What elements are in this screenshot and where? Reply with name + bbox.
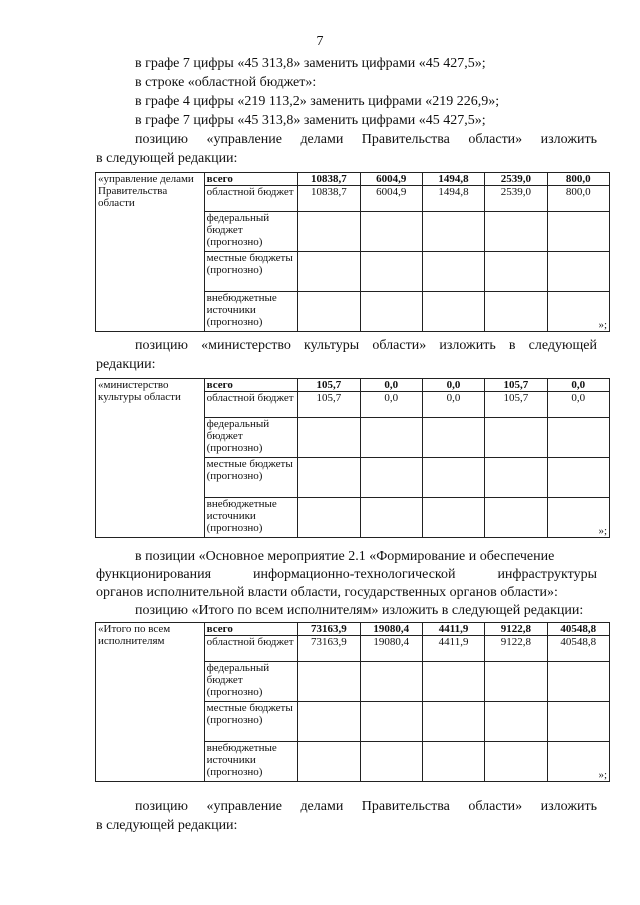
value-cell: 0,0: [422, 379, 484, 392]
value-cell: 40548,8: [547, 623, 609, 636]
page-number: 7: [316, 34, 324, 49]
row-label: внебюджетные источники (прогнозно): [204, 292, 298, 332]
value-cell: 105,7: [298, 392, 360, 418]
row-label: областной бюджет: [204, 636, 298, 662]
text-line: в графе 4 цифры «219 113,2» заменить цифрами «219 226,9»;: [135, 94, 500, 109]
text-line: редакции:: [96, 357, 156, 372]
value-cell: 73163,9: [298, 623, 360, 636]
row-label: внебюджетные источники (прогнозно): [204, 498, 298, 538]
executor-cell: «министерство культуры области: [96, 379, 205, 538]
row-label: областной бюджет: [204, 186, 298, 212]
row-label: всего: [204, 379, 298, 392]
text-line: в следующей редакции:: [96, 818, 238, 833]
row-label: областной бюджет: [204, 392, 298, 418]
value-cell: 1494,8: [422, 173, 484, 186]
text-line: органов исполнительной власти области, государственных органов области»:: [96, 585, 558, 600]
row-label: всего: [204, 173, 298, 186]
executor-cell: «управление делами Правительства области: [96, 173, 205, 332]
row-label: федеральный бюджет (прогнозно): [204, 662, 298, 702]
value-cell: 105,7: [485, 379, 547, 392]
value-cell: 2539,0: [485, 186, 547, 212]
budget-table-1: [95, 172, 610, 332]
row-label: федеральный бюджет (прогнозно): [204, 212, 298, 252]
text-line: в графе 7 цифры «45 313,8» заменить цифрами «45 427,5»;: [135, 113, 486, 128]
row-label: местные бюджеты (прогнозно): [204, 702, 298, 742]
budget-table-2: [95, 378, 610, 538]
value-cell: 1494,8: [422, 186, 484, 212]
text-line: в графе 7 цифры «45 313,8» заменить цифрами «45 427,5»;: [135, 56, 486, 71]
text-line: позицию «Итого по всем исполнителям» изложить в следующей редакции:: [135, 603, 584, 618]
value-cell: 40548,8: [547, 636, 609, 662]
row-label: всего: [204, 623, 298, 636]
text-line: в строке «областной бюджет»:: [135, 75, 317, 90]
value-cell: 0,0: [422, 392, 484, 418]
value-cell: 105,7: [485, 392, 547, 418]
text-line: позицию «управление делами Правительства области» изложить: [135, 799, 597, 814]
value-cell: 6004,9: [360, 173, 422, 186]
value-cell: 0,0: [360, 379, 422, 392]
text-line: функционирования информационно-технологической инфраструктуры: [96, 567, 597, 582]
value-cell: 105,7: [298, 379, 360, 392]
value-cell: 73163,9: [298, 636, 360, 662]
value-cell: 4411,9: [422, 623, 484, 636]
row-label: федеральный бюджет (прогнозно): [204, 418, 298, 458]
text-line: позицию «министерство культуры области» изложить в следующей: [135, 338, 597, 353]
row-label: местные бюджеты (прогнозно): [204, 458, 298, 498]
value-cell: 19080,4: [360, 636, 422, 662]
value-cell: 2539,0: [485, 173, 547, 186]
value-cell: 0,0: [547, 379, 609, 392]
executor-cell: «Итого по всем исполнителям: [96, 623, 205, 782]
text-line: в следующей редакции:: [96, 151, 238, 166]
budget-table-3: [95, 622, 610, 782]
value-cell: 0,0: [547, 392, 609, 418]
value-cell: 800,0: [547, 173, 609, 186]
value-cell: 6004,9: [360, 186, 422, 212]
closing-quote: »;: [547, 742, 609, 782]
value-cell: 10838,7: [298, 186, 360, 212]
value-cell: 0,0: [360, 392, 422, 418]
closing-quote: »;: [547, 498, 609, 538]
text-line: позицию «управление делами Правительства области» изложить: [135, 132, 597, 147]
value-cell: 9122,8: [485, 636, 547, 662]
value-cell: 10838,7: [298, 173, 360, 186]
row-label: внебюджетные источники (прогнозно): [204, 742, 298, 782]
closing-quote: »;: [547, 292, 609, 332]
text-line: в позиции «Основное мероприятие 2.1 «Формирование и обеспечение: [135, 549, 555, 564]
value-cell: 19080,4: [360, 623, 422, 636]
value-cell: 9122,8: [485, 623, 547, 636]
value-cell: 800,0: [547, 186, 609, 212]
row-label: местные бюджеты (прогнозно): [204, 252, 298, 292]
value-cell: 4411,9: [422, 636, 484, 662]
